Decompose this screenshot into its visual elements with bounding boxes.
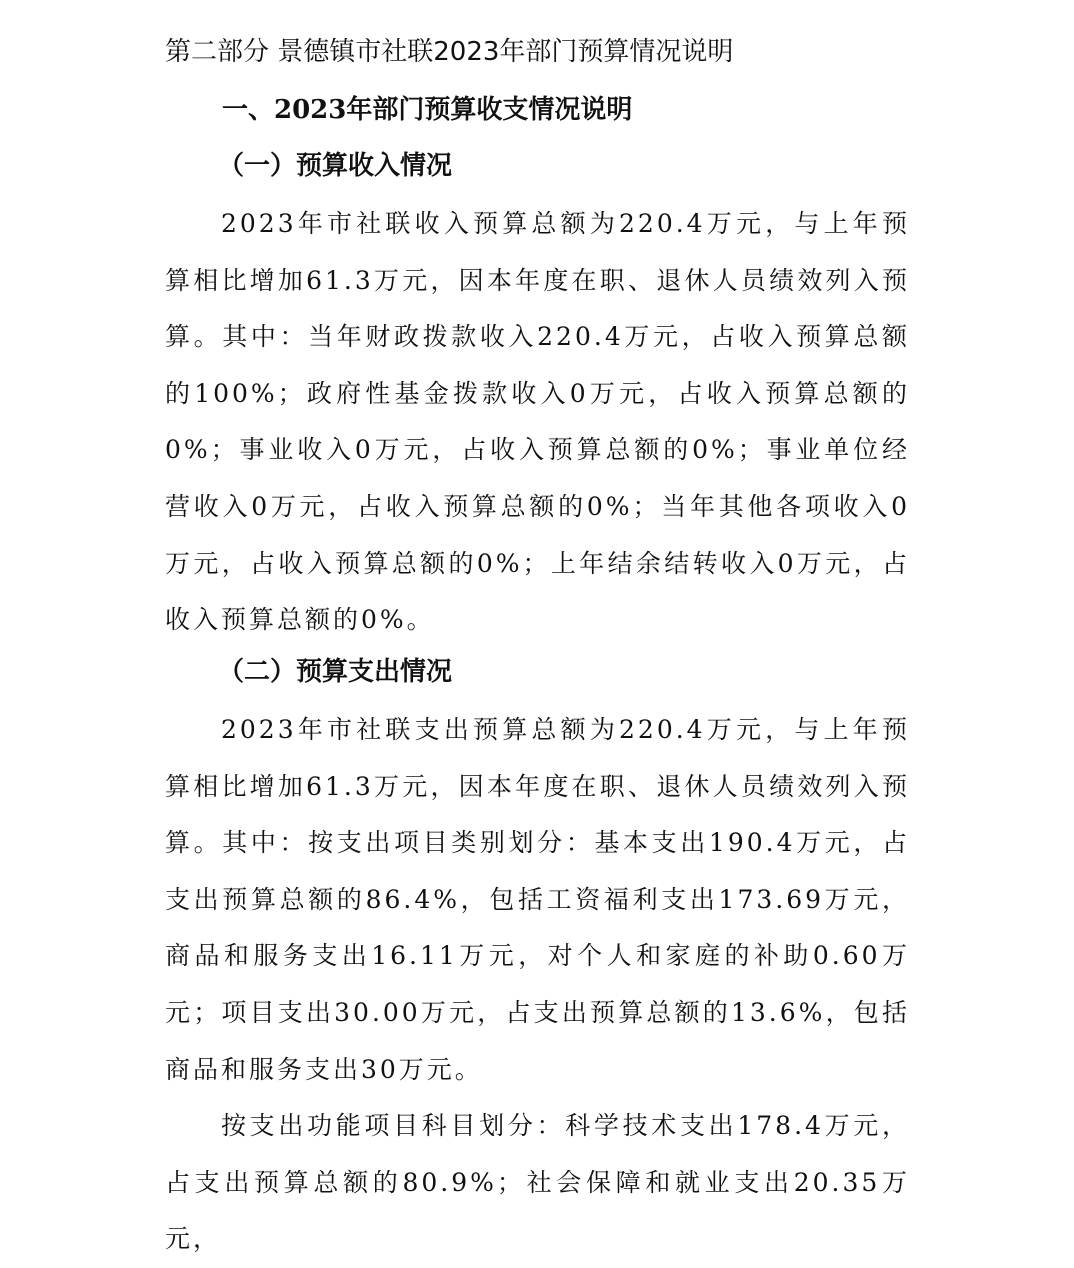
- income-heading: （一）预算收入情况: [218, 151, 453, 181]
- expenditure-function-paragraph: 按支出功能项目科目划分：科学技术支出178.4万元，占支出预算总额的80.9%；社会保障和就业支出20.35万元，: [165, 1111, 910, 1254]
- expenditure-paragraph: 2023年市社联支出预算总额为220.4万元，与上年预算相比增加61.3万元，因本年度在职、退休人员绩效列入预算。其中：按支出项目类别划分：基本支出190.4万元，占支出预算总额的86.4%，包括工资福利支出173.69万元，商品和服务支出16.11万元，对个人和家庭的补助0.60万元；项目支出30.00万元，占支出预算总额的13.6%，包括商品和服务支出30万元。: [165, 715, 910, 1084]
- income-paragraph: 2023年市社联收入预算总额为220.4万元，与上年预算相比增加61.3万元，因本年度在职、退休人员绩效列入预算。其中：当年财政拨款收入220.4万元，占收入预算总额的100%；政府性基金拨款收入0万元，占收入预算总额的0%；事业收入0万元，占收入预算总额的0%；事业单位经营收入0万元，占收入预算总额的0%；当年其他各项收入0万元，占收入预算总额的0%；上年结余结转收入0万元，占收入预算总额的0%。: [165, 209, 910, 635]
- section-heading: 一、2023年部门预算收支情况说明: [222, 95, 633, 125]
- expenditure-heading: （二）预算支出情况: [218, 657, 453, 687]
- document-title: 第二部分 景德镇市社联2023年部门预算情况说明: [165, 37, 734, 67]
